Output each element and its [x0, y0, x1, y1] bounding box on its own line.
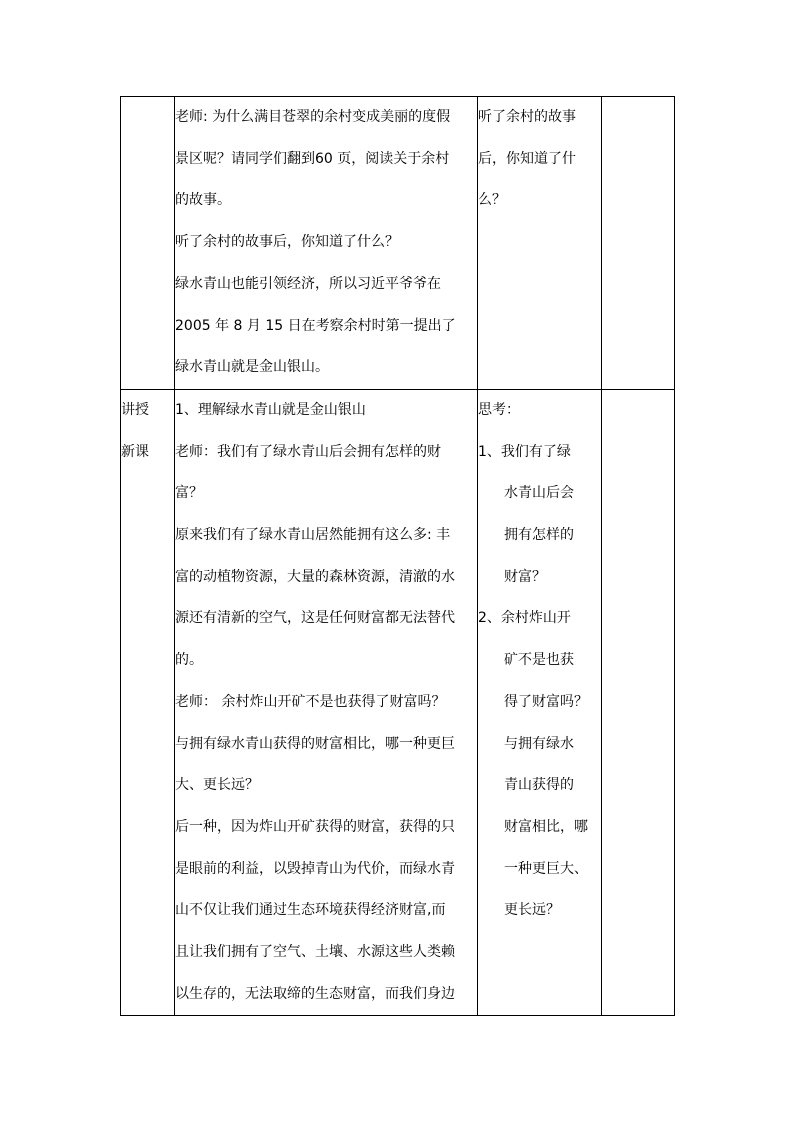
text-line: 2005 年 8 月 15 日在考察余村时第一提出了	[175, 317, 456, 334]
text-line: 拥有怎样的	[504, 527, 574, 544]
text-line: 的故事。	[175, 192, 231, 209]
text-line: 1、我们有了绿	[478, 443, 571, 460]
text-line: 财富相比，哪	[504, 818, 588, 835]
stage-label: 讲授	[121, 401, 149, 418]
text-line: 1、理解绿水青山就是金山银山	[175, 401, 366, 418]
text-line: 后，你知道了什	[478, 150, 576, 167]
text-line: 是眼前的利益，以毁掉青山为代价，而绿水青	[175, 860, 455, 877]
text-line: 以生存的，无法取缔的生态财富，而我们身边	[175, 985, 455, 1002]
text-line: 景区呢？请同学们翻到60 页，阅读关于余村	[175, 150, 450, 167]
text-line: 听了余村的故事	[478, 109, 576, 125]
table-row	[121, 97, 675, 390]
text-line: 富？	[175, 485, 203, 502]
text-line: 思考：	[478, 401, 520, 418]
text-line: 么？	[478, 192, 506, 209]
text-line: 绿水青山就是金山银山。	[175, 359, 329, 376]
text-line: 大、更长远？	[175, 777, 259, 794]
teacher-activity-cell	[175, 97, 478, 390]
stage-cell	[121, 97, 175, 390]
text-line: 富的动植物资源，大量的森林资源，清澈的水	[175, 568, 455, 585]
text-line: 的。	[175, 652, 203, 669]
text-line: 且让我们拥有了空气、土壤、水源这些人类赖	[175, 944, 455, 961]
text-line: 更长远？	[504, 902, 560, 919]
notes-cell	[602, 97, 675, 390]
teacher-activity-cell	[175, 389, 478, 1016]
table-row	[121, 389, 675, 1016]
text-line: 2、余村炸山开	[478, 610, 571, 627]
text-line: 听了余村的故事后，你知道了什么？	[175, 234, 399, 251]
text-line: 得了财富吗？	[504, 693, 588, 710]
text-line: 与拥有绿水	[504, 735, 574, 752]
text-line: 老师： 余村炸山开矿不是也获得了财富吗？	[175, 693, 446, 710]
notes-cell	[602, 389, 675, 1016]
text-line: 山不仅让我们通过生态环境获得经济财富,而	[175, 902, 446, 919]
text-line: 老师：我们有了绿水青山后会拥有怎样的财	[175, 443, 441, 460]
student-activity-cell	[478, 97, 602, 390]
text-line: 绿水青山也能引领经济，所以习近平爷爷在	[175, 275, 441, 292]
text-line: 水青山后会	[504, 485, 574, 502]
text-line: 源还有清新的空气，这是任何财富都无法替代	[175, 610, 455, 627]
student-activity-cell	[478, 389, 602, 1016]
text-line: 后一种，因为炸山开矿获得的财富，获得的只	[175, 818, 455, 835]
text-line: 原来我们有了绿水青山居然能拥有这么多: 丰	[175, 527, 451, 544]
text-line: 矿不是也获	[504, 652, 574, 669]
text-line: 老师: 为什么满目苍翠的余村变成美丽的度假	[175, 109, 451, 125]
text-line: 与拥有绿水青山获得的财富相比，哪一种更巨	[175, 735, 455, 752]
text-line: 一种更巨大、	[504, 860, 588, 877]
lesson-plan-table	[120, 96, 675, 1016]
stage-cell	[121, 389, 175, 1016]
stage-label: 新课	[121, 443, 149, 460]
text-line: 财富？	[504, 568, 546, 585]
text-line: 青山获得的	[504, 777, 574, 794]
